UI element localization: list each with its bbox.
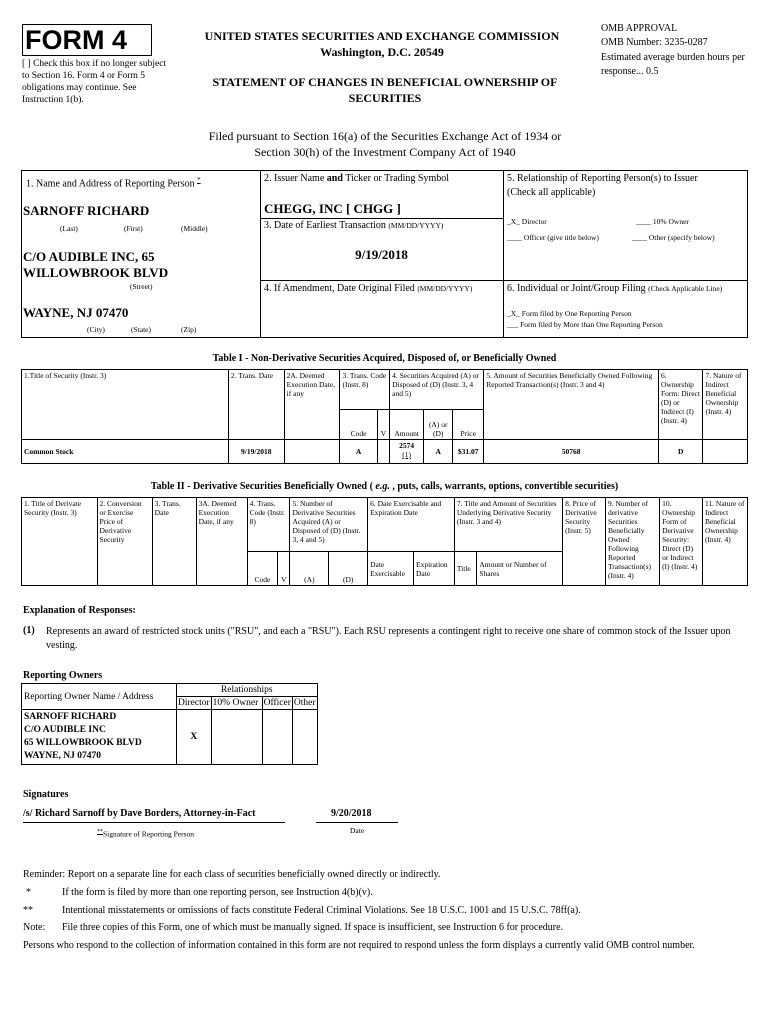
omb-approval: OMB APPROVAL — [601, 23, 678, 34]
table1-frame — [21, 369, 748, 464]
agency-city: Washington, D.C. 20549 — [320, 45, 444, 59]
t1-row-v — [377, 440, 389, 464]
t1-row-nature — [703, 440, 748, 464]
owners-col-director: Director — [178, 698, 210, 708]
t1-row-title: Common Stock — [22, 440, 229, 464]
date-label: Date — [350, 826, 365, 835]
statement-title: STATEMENT OF CHANGES IN BENEFICIAL OWNERSHIP OF SECURITIES — [212, 75, 558, 105]
reminder: Reminder: Report on a separate line for each class of securities beneficially owned directly or indirectly. — [23, 869, 441, 880]
street-label: (Street) — [130, 282, 153, 291]
owner-address — [22, 710, 177, 765]
t2-h2: 2. Conversion or Exercise Price of Derivative Security — [97, 498, 152, 586]
box1-label: 1. Name and Address of Reporting Person * — [26, 176, 201, 190]
t1-v: V — [377, 410, 389, 440]
filed-line1: Filed pursuant to Section 16(a) of the Securities Exchange Act of 1934 or — [208, 129, 562, 143]
owner-director-mark: X — [177, 710, 212, 765]
t2-h7: 7. Title and Amount of Securities Underlying Derivative Security (Instr. 3 and 4) — [454, 498, 562, 552]
t1-h3: 3. Trans. Code (Instr. 8) — [340, 370, 390, 410]
t1-h6: 6. Ownership Form: Direct (D) or Indirect (I) (Instr. 4) — [659, 370, 703, 440]
form-title-box — [22, 24, 152, 56]
owner-line1: SARNOFF RICHARD — [24, 712, 117, 722]
footnote-star1-text: If the form is filed by more than one reporting person, see Instruction 4(b)(v). — [62, 887, 373, 898]
owner-officer-mark — [262, 710, 292, 765]
relationship-officer: ____ Officer (give title below) — [507, 233, 599, 242]
t1-h2a: 2A. Deemed Execution Date, if any — [284, 370, 340, 440]
signature-label: **Signature of Reporting Person — [97, 829, 195, 839]
box2-label: 2. Issuer Name and Ticker or Trading Symbol — [264, 173, 450, 184]
t2-amt: Amount or Number of Shares — [477, 552, 563, 586]
t1-amount: Amount — [390, 410, 424, 440]
divider — [260, 218, 503, 219]
t2-h9: 9. Number of derivative Securities Beneficially Owned Following Reported Transaction(s) (Instr. 4) — [605, 498, 659, 586]
note-label: Note: — [23, 922, 46, 933]
t1-h4: 4. Securities Acquired (A) or Disposed of (D) (Instr. 3, 4 and 5) — [390, 370, 484, 410]
t2-h8: 8. Price of Derivative Security (Instr. 5) — [563, 498, 606, 586]
agency-title: UNITED STATES SECURITIES AND EXCHANGE COMMISSION — [204, 29, 560, 43]
t2-date-ex: Date Exercisable — [368, 552, 414, 586]
state-label: (State) — [131, 325, 151, 334]
t2-d: (D) — [329, 552, 368, 586]
t2-h4: 4. Trans. Code (Instr. 8) — [247, 498, 290, 552]
owner-line2: C/O AUDIBLE INC — [24, 725, 106, 735]
middle-label: (Middle) — [181, 224, 208, 233]
issuer-name: CHEGG, INC [ CHGG ] — [264, 201, 401, 216]
relationship-director: _X_ Director — [507, 217, 547, 226]
t2-h3a: 3A. Deemed Execution Date, if any — [196, 498, 247, 586]
t1-h2: 2. Trans. Date — [228, 370, 284, 440]
omb-number: OMB Number: 3235-0287 — [601, 37, 708, 48]
filed-line2: Section 30(h) of the Investment Company Act of 1940 — [254, 145, 516, 159]
street-address: C/O AUDIBLE INC, 65 WILLOWBROOK BLVD — [23, 249, 169, 280]
t1-h5: 5. Amount of Securities Beneficially Owned Following Reported Transaction(s) (Instr. 3 and 4) — [484, 370, 659, 440]
check-box-text: [ ] Check this box if no longer subject to Section 16. Form 4 or Form 5 obligations may continue. See Instruction 1(b). — [22, 59, 167, 105]
owner-ten-pct-mark — [211, 710, 262, 765]
city-address: WAYNE, NJ 07470 — [23, 305, 129, 320]
footnote-link[interactable]: (1) — [402, 450, 412, 459]
table-row — [22, 710, 318, 765]
t1-row-date: 9/19/2018 — [228, 440, 284, 464]
first-label: (First) — [124, 224, 143, 233]
filing-one: _X_ Form filed by One Reporting Person — [507, 309, 632, 318]
table1-title: Table I - Non-Derivative Securities Acquired, Disposed of, or Beneficially Owned — [212, 353, 557, 364]
divider — [503, 170, 504, 338]
t2-h10: 10. Ownership Form of Derivative Security: Direct (D) or Indirect (I) (Instr. 4) — [660, 498, 703, 586]
city-label: (City) — [87, 325, 105, 334]
t1-row-owned: 50768 — [484, 440, 659, 464]
reporting-person-name: SARNOFF RICHARD — [23, 203, 150, 218]
t2-a: (A) — [290, 552, 329, 586]
t2-h3: 3. Trans. Date — [152, 498, 196, 586]
t1-row-deemed — [284, 440, 340, 464]
t1-row-amount — [390, 440, 424, 464]
owners-col-other: Other — [293, 698, 316, 708]
owner-other-mark — [292, 710, 317, 765]
t2-h5: 5. Number of Derivative Securities Acquired (A) or Disposed of (D) (Instr. 3, 4 and 5) — [290, 498, 368, 552]
t1-price: Price — [453, 410, 484, 440]
box3-label: 3. Date of Earliest Transaction (MM/DD/YYYY) — [264, 220, 444, 231]
form-title: FORM 4 — [25, 25, 128, 55]
date-line — [316, 822, 398, 823]
signatures-heading: Signatures — [23, 789, 69, 800]
owners-col-officer: Officer — [263, 698, 291, 708]
signer-name: /s/ Richard Sarnoff by Dave Borders, Attorney-in-Fact — [23, 808, 256, 819]
box6-label: 6. Individual or Joint/Group Filing (Check Applicable Line) — [507, 283, 723, 294]
t1-row-price: $31.07 — [453, 440, 484, 464]
explanation-num: (1) — [23, 625, 35, 636]
t2-h6: 6. Date Exercisable and Expiration Date — [368, 498, 455, 552]
t2-code: Code — [247, 552, 278, 586]
signature-line — [23, 822, 285, 823]
filing-more: ___ Form filed by More than One Reporting Person — [507, 320, 663, 329]
t2-h1: 1. Title of Derivate Security (Instr. 3) — [22, 498, 98, 586]
owners-heading: Reporting Owners — [23, 670, 103, 681]
t1-row-form: D — [659, 440, 703, 464]
box1-name-underline — [25, 182, 257, 183]
box5-label: 5. Relationship of Reporting Person(s) to Issuer — [507, 173, 698, 184]
explanation-heading: Explanation of Responses: — [23, 605, 136, 616]
owners-col-name: Reporting Owner Name / Address — [22, 684, 177, 710]
t1-row-aord: A — [424, 440, 453, 464]
last-label: (Last) — [60, 224, 78, 233]
relationship-other: ____ Other (specify below) — [632, 233, 715, 242]
t1-row-amount-value: 2574 — [399, 441, 415, 450]
owner-line4: WAYNE, NJ 07470 — [24, 751, 101, 761]
t2-v: V — [278, 552, 290, 586]
t1-code: Code — [340, 410, 377, 440]
t2-h11: 11. Nature of Indirect Beneficial Ownership (Instr. 4) — [702, 498, 747, 586]
signature-date: 9/20/2018 — [331, 808, 372, 819]
box5-sub: (Check all applicable) — [507, 187, 596, 198]
owners-col-ten-pct: 10% Owner — [211, 697, 262, 710]
omb-burden: Estimated average burden hours per response... 0.5 — [601, 52, 745, 77]
owners-table-wrap — [21, 683, 318, 765]
owners-relationships: Relationships — [177, 684, 318, 697]
divider — [260, 280, 748, 281]
t1-row-code: A — [340, 440, 377, 464]
explanation-text: Represents an award of restricted stock units ("RSU", and each a "RSU"). Each RSU represents a contingent right to receive one share of common stock of the Issuer upon vesting. — [46, 626, 731, 651]
relationship-ten-pct: ____ 10% Owner — [636, 217, 689, 226]
note-text: File three copies of this Form, one of which must be manually signed. If space is insufficient, see Instruction 6 for procedure. — [62, 922, 564, 933]
t1-aord: (A) or (D) — [424, 410, 453, 440]
footnote-star1: * — [26, 887, 31, 898]
earliest-transaction-date: 9/19/2018 — [355, 247, 408, 262]
table2-frame — [21, 497, 748, 586]
t2-exp: Expiration Date — [414, 552, 455, 586]
footnote-star2: ** — [23, 905, 33, 916]
box4-label: 4. If Amendment, Date Original Filed (MM/DD/YYYY) — [264, 283, 473, 294]
persons-notice: Persons who respond to the collection of information contained in this form are not required to respond unless the form displays a currently valid OMB control number. — [23, 940, 695, 951]
t1-h7: 7. Nature of Indirect Beneficial Ownership (Instr. 4) — [703, 370, 748, 440]
t1-h1: 1.Title of Security (Instr. 3) — [22, 370, 229, 440]
table-row — [22, 440, 748, 464]
table2-title: Table II - Derivative Securities Beneficially Owned ( e.g. , puts, calls, warrants, options, convertible securities) — [150, 481, 619, 492]
owner-line3: 65 WILLOWBROOK BLVD — [24, 738, 142, 748]
footnote-star2-text: Intentional misstatements or omissions of facts constitute Federal Criminal Violations. See 18 U.S.C. 1001 and 15 U.S.C. 78ff(a). — [62, 905, 581, 916]
zip-label: (Zip) — [181, 325, 197, 334]
t2-title: Title — [454, 552, 476, 586]
